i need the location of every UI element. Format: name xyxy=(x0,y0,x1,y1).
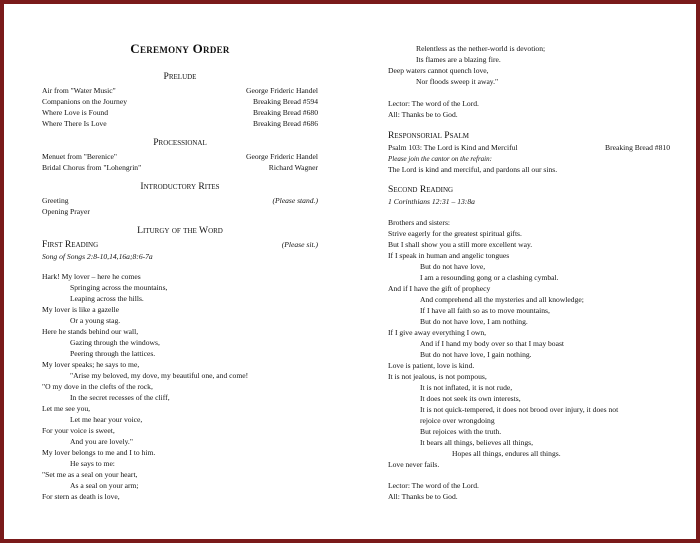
prelude-source: Breaking Bread #594 xyxy=(253,97,318,106)
verse-line: Its flames are a blazing fire. xyxy=(416,55,501,64)
verse-line: He says to me: xyxy=(70,459,115,468)
program-page xyxy=(4,4,696,539)
liturgy-heading: Liturgy of the Word xyxy=(137,225,223,236)
verse-line: But do not have love, I gain nothing. xyxy=(420,350,532,359)
verse-line: Relentless as the nether-world is devotion; xyxy=(416,44,546,53)
verse-line: My lover speaks; he says to me, xyxy=(42,360,140,369)
verse-line: Let me see you, xyxy=(42,404,91,413)
second-reading-heading: Second Reading xyxy=(388,184,454,195)
introductory-item xyxy=(42,196,318,207)
prelude-source: Breaking Bread #680 xyxy=(253,108,318,117)
verse-line: If I give away everything I own, xyxy=(388,328,487,337)
verse-line: For stern as death is love, xyxy=(42,492,120,501)
processional-item xyxy=(42,163,318,174)
verse-line: Love never fails. xyxy=(388,460,440,469)
verse-line: For your voice is sweet, xyxy=(42,426,115,435)
prelude-item xyxy=(42,86,318,97)
verse-line: Springing across the mountains, xyxy=(70,283,168,292)
verse-line: Hopes all things, endures all things. xyxy=(452,449,561,458)
prelude-source: George Frideric Handel xyxy=(246,86,318,95)
processional-item xyxy=(42,152,318,163)
introductory-piece: Opening Prayer xyxy=(42,207,90,216)
prelude-piece: Companions on the Journey xyxy=(42,97,127,106)
processional-piece: Bridal Chorus from "Lohengrin" xyxy=(42,163,142,172)
processional-heading: Processional xyxy=(153,137,207,148)
psalm-title: Psalm 103: The Lord is Kind and Merciful xyxy=(388,143,518,152)
prelude-item xyxy=(42,97,318,108)
page-title: Ceremony Order xyxy=(130,41,230,56)
verse-line: My lover is like a gazelle xyxy=(42,305,119,314)
psalm-instruction: Please join the cantor on the refrain: xyxy=(388,155,492,163)
verse-line: It bears all things, believes all things, xyxy=(420,438,534,447)
prelude-item xyxy=(42,119,318,130)
processional-source: Richard Wagner xyxy=(268,163,318,172)
verse-line: Brothers and sisters: xyxy=(388,218,451,227)
first-reading-header xyxy=(42,240,318,252)
verse-line: It is not jealous, is not pompous, xyxy=(388,372,487,381)
verse-line: But I shall show you a still more excellent way. xyxy=(388,240,533,249)
verse-line: In the secret recesses of the cliff, xyxy=(70,393,170,402)
first-reading-label: First Reading xyxy=(42,239,99,250)
verse-line: Gazing through the windows, xyxy=(70,338,160,347)
first-reading-citation: Song of Songs 2:8-10,14,16a;8:6-7a xyxy=(42,252,153,261)
verse-line: Love is patient, love is kind. xyxy=(388,361,475,370)
verse-line: Hark! My lover – here he comes xyxy=(42,272,141,281)
verse-line: If I speak in human and angelic tongues xyxy=(388,251,510,260)
verse-line: But rejoices with the truth. xyxy=(420,427,502,436)
psalm-source: Breaking Bread #810 xyxy=(605,143,670,152)
verse-line: If I have all faith so as to move mountains, xyxy=(420,306,550,315)
prelude-heading: Prelude xyxy=(163,71,197,82)
verse-line: Peering through the lattices. xyxy=(70,349,156,358)
second-reading-citation: 1 Corinthians 12:31 – 13:8a xyxy=(388,197,475,206)
verse-line: And if I hand my body over so that I may boast xyxy=(420,339,565,348)
processional-source: George Frideric Handel xyxy=(246,152,318,161)
verse-line: Deep waters cannot quench love, xyxy=(388,66,489,75)
psalm-refrain: The Lord is kind and merciful, and pardons all our sins. xyxy=(388,165,558,174)
lector-line: Lector: The word of the Lord. xyxy=(388,481,479,490)
introductory-note: (Please stand.) xyxy=(272,196,318,205)
verse-line: And if I have the gift of prophecy xyxy=(388,284,491,293)
verse-line: Or a young stag. xyxy=(70,316,121,325)
verse-line: And comprehend all the mysteries and all knowledge; xyxy=(420,295,584,304)
verse-line: But do not have love, xyxy=(420,262,486,271)
verse-line: Leaping across the hills. xyxy=(70,294,144,303)
processional-piece: Menuet from "Berenice" xyxy=(42,152,117,161)
prelude-piece: Air from "Water Music" xyxy=(42,86,116,95)
first-reading-note: (Please sit.) xyxy=(281,240,318,249)
verse-line: Strive eagerly for the greatest spiritual gifts. xyxy=(388,229,522,238)
verse-line: rejoice over wrongdoing xyxy=(420,416,495,425)
verse-line: I am a resounding gong or a clashing cymbal. xyxy=(420,273,559,282)
introductory-piece: Greeting xyxy=(42,196,69,205)
lector-line: Lector: The word of the Lord. xyxy=(388,99,479,108)
prelude-source: Breaking Bread #686 xyxy=(253,119,318,128)
response-line: All: Thanks be to God. xyxy=(388,492,458,501)
verse-line: My lover belongs to me and I to him. xyxy=(42,448,156,457)
psalm-row xyxy=(388,143,670,154)
verse-line: Nor floods sweep it away." xyxy=(416,77,499,86)
prelude-piece: Where There Is Love xyxy=(42,119,107,128)
verse-line: Here he stands behind our wall, xyxy=(42,327,139,336)
verse-line: It is not inflated, it is not rude, xyxy=(420,383,513,392)
verse-line: But do not have love, I am nothing. xyxy=(420,317,528,326)
verse-line: "Set me as a seal on your heart, xyxy=(42,470,138,479)
prelude-piece: Where Love is Found xyxy=(42,108,109,117)
verse-line: And you are lovely." xyxy=(70,437,133,446)
verse-line: "O my dove in the clefts of the rock, xyxy=(42,382,153,391)
prelude-item xyxy=(42,108,318,119)
verse-line: "Arise my beloved, my dove, my beautiful one, and come! xyxy=(70,371,249,380)
response-line: All: Thanks be to God. xyxy=(388,110,458,119)
verse-line: Let me hear your voice, xyxy=(70,415,143,424)
verse-line: It is not quick-tempered, it does not brood over injury, it does not xyxy=(420,405,619,414)
verse-line: It does not seek its own interests, xyxy=(420,394,521,403)
verse-line: As a seal on your arm; xyxy=(70,481,139,490)
psalm-heading: Responsorial Psalm xyxy=(388,130,470,141)
introductory-heading: Introductory Rites xyxy=(140,181,220,192)
introductory-item xyxy=(42,207,318,218)
